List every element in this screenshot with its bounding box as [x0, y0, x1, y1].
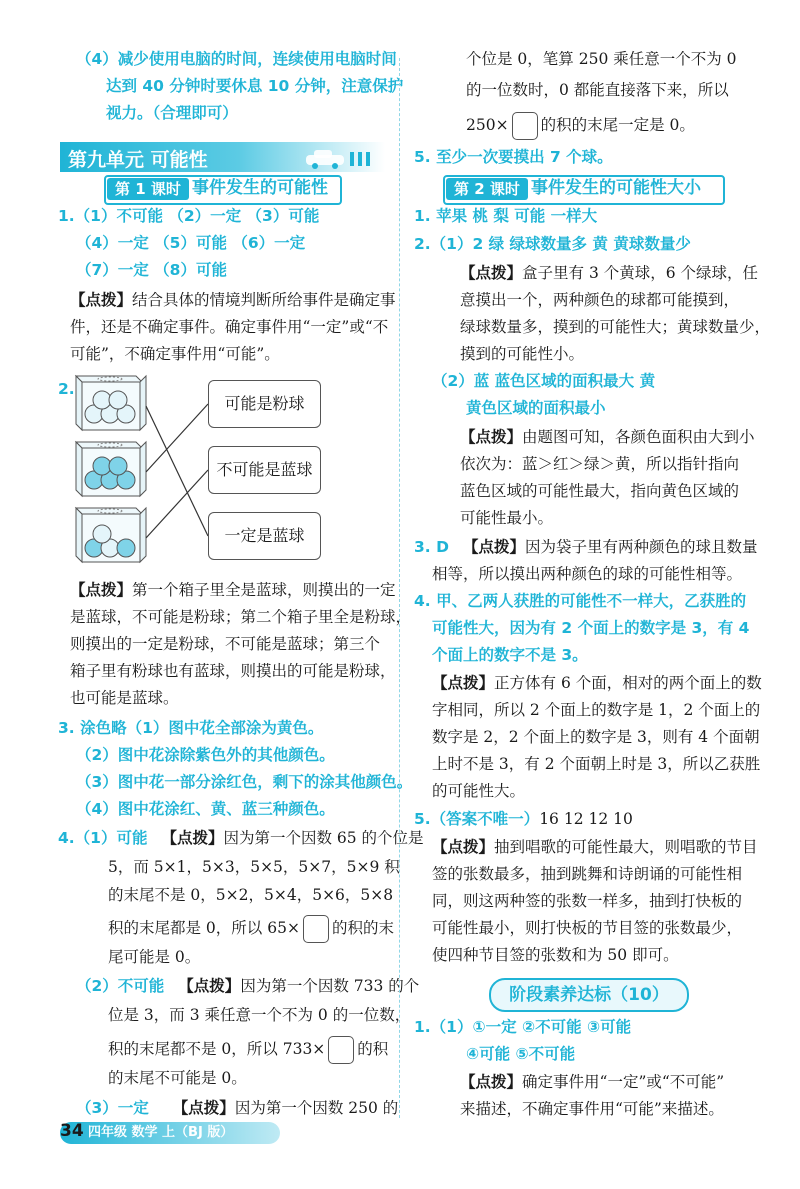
r2-tip-line-1: [460, 262, 758, 284]
q4b-text-after-box: 的积: [357, 1040, 389, 1058]
s1-tip-line-2: 来描述，不确定事件用“可能”来描述。: [460, 1100, 724, 1118]
q4a-text-after-box: 的积的末: [331, 919, 394, 937]
unit-title: 第九单元 可能性: [68, 149, 208, 171]
r5-line: [414, 808, 633, 830]
q1-line-1: 1.（1）不可能 （2）一定 （3）可能: [58, 207, 320, 225]
q4c-text-before-box: 250×: [466, 116, 509, 134]
r2b-tip-line-2: 依次为：蓝＞红＞绿＞黄，所以指针指向: [460, 455, 740, 473]
r4-tip-line-2: 字相同，所以 2 个面上的数字是 1，2 个面上的: [432, 701, 761, 719]
r2-tip-line-4: 摸到的可能性小。: [460, 345, 585, 363]
q4b-line-1: [76, 975, 419, 997]
r3-line-1: [414, 536, 757, 558]
q4b-line-3: [108, 1036, 388, 1064]
r4-tip-line-4: 上时不是 3，有 2 个面朝上时是 3，所以乙获胜: [432, 755, 761, 773]
s1-tip-text: 确定事件用“一定”或“不可能”: [522, 1073, 725, 1091]
r2b-line-2: 黄色区域的面积最小: [466, 399, 606, 417]
q4c-line-1: [76, 1097, 398, 1119]
q1-tip-line-3: 可能”，不确定事件用“可能”。: [70, 345, 280, 363]
intro-line-1: （4）减少使用电脑的时间，连续使用电脑时间: [76, 50, 397, 68]
q4b-line-2: 位是 3，而 3 乘任意一个不为 0 的一位数，: [108, 1006, 411, 1024]
lesson2-badge: 第 2 课时: [446, 178, 528, 200]
r4-line-3: 个面上的数字不是 3。: [432, 646, 588, 664]
q2-number: 2.: [58, 380, 75, 398]
q3-line-2: （2）图中花涂除紫色外的其他颜色。: [76, 746, 335, 764]
r2b-tip-text: 由题图可知，各颜色面积由大到小: [522, 428, 755, 446]
q4a-answer: 4.（1）可能: [58, 829, 148, 847]
r3-answer: 3. D: [414, 538, 449, 556]
q5-answer: 5. 至少一次要摸出 7 个球。: [414, 148, 613, 166]
q1-line-3: （7）一定 （8）可能: [76, 261, 227, 279]
s1-line-2: ④可能 ⑤不可能: [466, 1045, 576, 1063]
r4-tip-text: 正方体有 6 个面，相对的两个面上的数: [494, 674, 762, 692]
stage-assessment-title: 阶段素养达标（10）: [489, 978, 689, 1012]
lesson1-badge: 第 1 课时: [107, 178, 189, 200]
r4-tip-line-5: 的可能性大。: [432, 782, 526, 800]
q4a-line-5: 尾可能是 0。: [108, 948, 201, 966]
matching-lines: [142, 380, 212, 560]
r5-tip-line-3: 同，则这两种签的张数一样多，抽到打快板的: [432, 892, 743, 910]
r2b-tip-line-1: [460, 426, 755, 448]
q4b-answer: （2）不可能: [76, 977, 165, 995]
tip-label: 【点拨】: [70, 291, 133, 309]
footer-series: 四年级 数学 上（BJ 版）: [88, 1125, 234, 1140]
r2b-line-1: （2）蓝 蓝色区域的面积最大 黄: [432, 372, 656, 390]
box-1-all-blue: [76, 376, 146, 430]
q4c-tip-text: 因为第一个因数 250 的: [234, 1099, 399, 1117]
tip-label: 【点拨】: [460, 428, 523, 446]
tip-label: 【点拨】: [460, 264, 523, 282]
r5-tip-line-5: 使四种节目签的张数和为 50 即可。: [432, 946, 679, 964]
q2-tip-line-1: [70, 579, 396, 601]
tip-label: 【点拨】: [70, 581, 133, 599]
intro-line-2: 达到 40 分钟时要休息 10 分钟，注意保护: [106, 77, 404, 95]
q3-line-3: （3）图中花一部分涂红色，剩下的涂其他颜色。: [76, 773, 413, 791]
s1-line-1: 1.（1）①一定 ②不可能 ③可能: [414, 1018, 632, 1036]
tip-label: 【点拨】: [178, 977, 241, 995]
option-not-blue: 不可能是蓝球: [208, 446, 321, 494]
blank-box: [512, 112, 538, 140]
r2-answer: 2.（1）2 绿 绿球数量多 黄 黄球数量少: [414, 235, 691, 253]
lesson1-title: 事件发生的可能性: [192, 178, 328, 198]
r2-tip-line-3: 绿球数量多，摸到的可能性大；黄球数量少，: [460, 318, 771, 336]
q4a-line-2: 5，而 5×1，5×3，5×5，5×7，5×9 积: [108, 858, 400, 876]
q3-line-4: （4）图中花涂红、黄、蓝三种颜色。: [76, 800, 335, 818]
tip-label: 【点拨】: [432, 674, 495, 692]
q4a-line-3: 的末尾不是 0，5×2，5×4，5×6，5×8: [108, 886, 394, 904]
r5-tip-line-2: 签的张数最多，抽到跳舞和诗朗诵的可能性相: [432, 865, 743, 883]
q2-tip-text: 第一个箱子里全是蓝球，则摸出的一定: [132, 581, 396, 599]
lesson2-title: 事件发生的可能性大小: [531, 178, 701, 198]
q4c-cont-line-3: [466, 112, 695, 140]
q4c-cont-line-1: 个位是 0，笔算 250 乘任意一个不为 0: [466, 50, 737, 68]
q2-tip-line-5: 也可能是蓝球。: [70, 689, 179, 707]
column-divider: [399, 58, 400, 1118]
r4-tip-line-1: [432, 672, 762, 694]
tip-label: 【点拨】: [432, 838, 495, 856]
q4b-text-before-box: 积的末尾都不是 0，所以 733×: [108, 1040, 326, 1058]
q4c-answer: （3）一定: [76, 1099, 149, 1117]
r1-answer: 1. 苹果 桃 梨 可能 一样大: [414, 207, 598, 225]
car-decoration-icon: [302, 146, 382, 170]
r2-tip-line-2: 意摸出一个，两种颜色的球都可能摸到，: [460, 291, 740, 309]
q1-tip-text: 结合具体的情境判断所给事件是确定事: [132, 291, 396, 309]
tip-label: 【点拨】: [462, 538, 525, 556]
r5-head: 5.（答案不唯一）: [414, 810, 540, 828]
q2-tip-line-3: 则摸出的一定是粉球，不可能是蓝球；第三个: [70, 635, 381, 653]
r3-line-2: 相等，所以摸出两种颜色的球的可能性相等。: [432, 565, 743, 583]
r5-tip-line-1: [432, 836, 758, 858]
q4c-text-after-box: 的积的末尾一定是 0。: [540, 116, 695, 134]
q2-tip-line-2: 是蓝球，不可能是粉球；第二个箱子里全是粉球，: [70, 608, 412, 626]
r2b-tip-line-4: 可能性最小。: [460, 509, 554, 527]
r2-tip-text: 盒子里有 3 个黄球，6 个绿球，任: [522, 264, 759, 282]
q4a-tip-text: 因为第一个因数 65 的个位是: [223, 829, 424, 847]
q1-line-2: （4）一定 （5）可能 （6）一定: [76, 234, 306, 252]
r2b-tip-line-3: 蓝色区域的可能性最大，指向黄色区域的: [460, 482, 740, 500]
q4c-cont-line-2: 的一位数时，0 都能直接落下来，所以: [466, 81, 729, 99]
option-surely-blue: 一定是蓝球: [208, 512, 321, 560]
tip-label: 【点拨】: [172, 1099, 235, 1117]
q4a-text-before-box: 积的末尾都是 0，所以 65×: [108, 919, 300, 937]
q4a-line-4: [108, 915, 394, 943]
r4-line-2: 可能性大，因为有 2 个面上的数字是 3，有 4: [432, 619, 750, 637]
r4-line-1: 4. 甲、乙两人获胜的可能性不一样大，乙获胜的: [414, 592, 747, 610]
blank-box: [328, 1036, 354, 1064]
tip-label: 【点拨】: [161, 829, 224, 847]
q4a-line-1: [58, 827, 424, 849]
q3-line-1: 3. 涂色略（1）图中花全部涂为黄色。: [58, 719, 324, 737]
option-maybe-pink: 可能是粉球: [208, 380, 321, 428]
page-number: 34: [60, 1121, 84, 1141]
q1-tip-line-1: [70, 289, 396, 311]
r4-tip-line-3: 数字是 2，2 个面上的数字是 3，则有 4 个面朝: [432, 728, 760, 746]
q2-tip-line-4: 箱子里有粉球也有蓝球，则摸出的可能是粉球，: [70, 662, 396, 680]
r5-tip-text: 抽到唱歌的可能性最大，则唱歌的节目: [494, 838, 758, 856]
blank-box: [303, 915, 329, 943]
q4b-tip-text: 因为第一个因数 733 的个: [240, 977, 420, 995]
box-2: [76, 442, 146, 496]
q4b-line-4: 的末尾不可能是 0。: [108, 1069, 247, 1087]
q1-tip-line-2: 件，还是不确定事件。确定事件用“一定”或“不: [70, 318, 389, 336]
r5-tip-line-4: 可能性最小，则打快板的节目签的张数最少，: [432, 919, 743, 937]
intro-line-3: 视力。（合理即可）: [106, 104, 238, 122]
box-3-mixed: [76, 508, 146, 562]
r3-tip-text: 因为袋子里有两种颜色的球且数量: [524, 538, 758, 556]
s1-tip-line-1: [460, 1071, 724, 1093]
r5-answer: 16 12 12 10: [539, 810, 633, 828]
tip-label: 【点拨】: [460, 1073, 523, 1091]
